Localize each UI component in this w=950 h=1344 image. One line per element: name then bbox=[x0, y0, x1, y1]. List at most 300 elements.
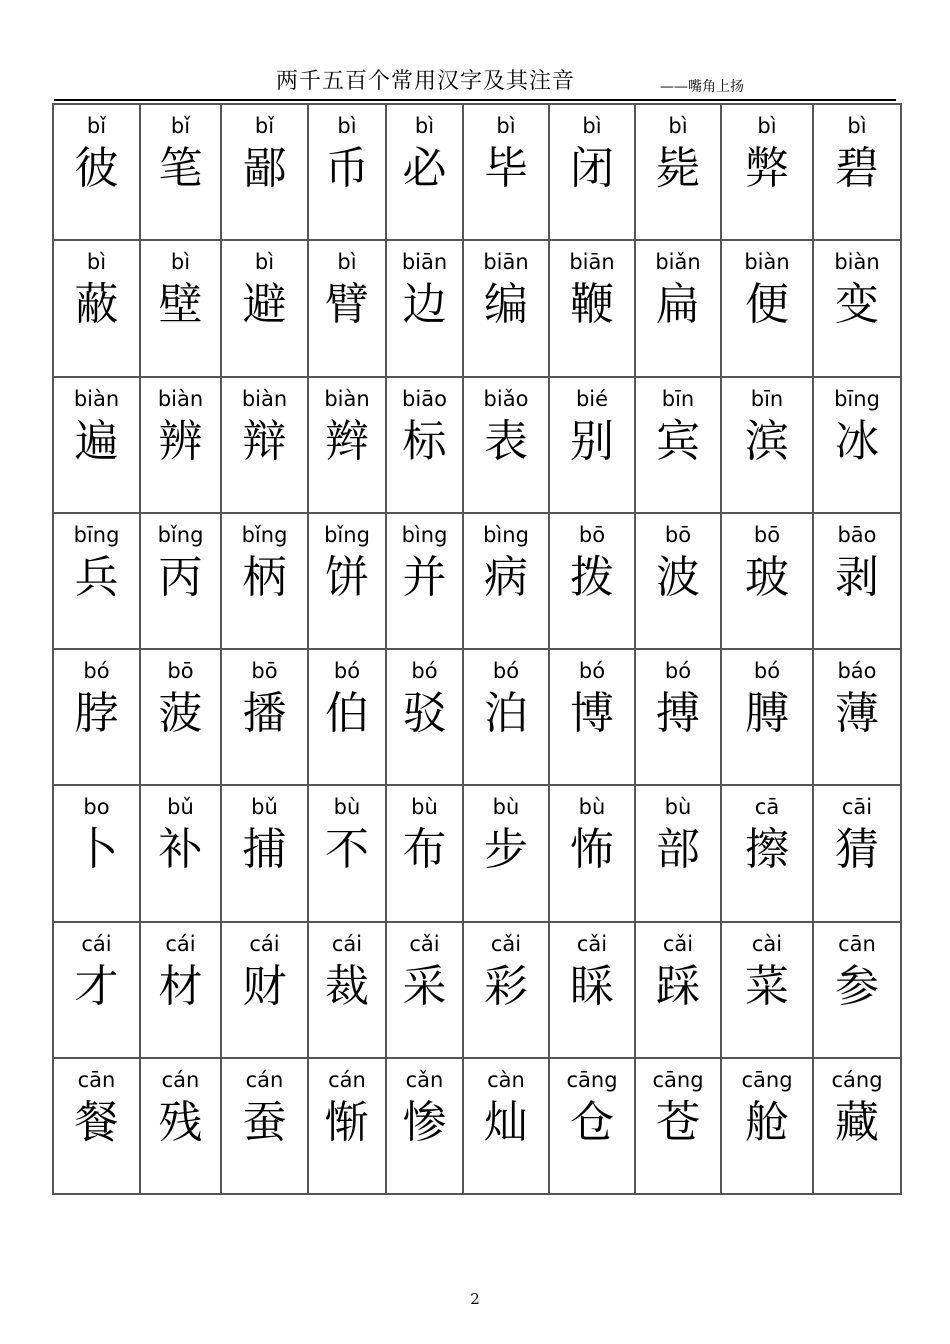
pinyin-label: bīng bbox=[73, 522, 120, 547]
hanzi-character: 驳 bbox=[402, 688, 447, 739]
hanzi-character: 餐 bbox=[74, 1096, 119, 1148]
hanzi-character: 布 bbox=[402, 824, 447, 876]
pinyin-label: báo bbox=[837, 659, 877, 683]
hanzi-character: 玻 bbox=[745, 551, 789, 603]
character-cell-content bbox=[222, 378, 307, 510]
hanzi-character: 彩 bbox=[484, 960, 528, 1012]
pinyin-label: cǎi bbox=[409, 931, 440, 956]
hanzi-character: 波 bbox=[656, 551, 700, 603]
pinyin-label: bīng bbox=[834, 386, 880, 411]
pinyin-label: bì bbox=[847, 114, 867, 138]
character-cell-content bbox=[54, 650, 139, 782]
character-cell-content bbox=[636, 514, 720, 646]
grid-row bbox=[53, 513, 901, 649]
hanzi-character: 裁 bbox=[325, 960, 369, 1012]
hanzi-character: 舱 bbox=[745, 1096, 789, 1148]
pinyin-label: bìng bbox=[401, 522, 448, 547]
character-cell bbox=[53, 104, 140, 240]
character-cell-content bbox=[636, 650, 720, 782]
pinyin-label: cāng bbox=[566, 1067, 618, 1092]
pinyin-label: bo bbox=[83, 795, 110, 820]
grid-row bbox=[53, 1058, 901, 1194]
character-cell bbox=[549, 240, 635, 376]
hanzi-character: 才 bbox=[74, 960, 119, 1012]
character-cell-content bbox=[54, 923, 139, 1055]
character-cell bbox=[53, 785, 140, 921]
character-cell bbox=[386, 104, 463, 240]
pinyin-label: biàn bbox=[241, 386, 288, 411]
hanzi-character: 表 bbox=[484, 415, 528, 467]
character-cell-content bbox=[387, 923, 462, 1055]
character-cell-content bbox=[141, 786, 220, 918]
character-cell-content bbox=[309, 650, 385, 782]
character-cell bbox=[386, 240, 463, 376]
hanzi-character: 藏 bbox=[835, 1096, 879, 1148]
character-cell bbox=[308, 649, 386, 785]
pinyin-label: bīn bbox=[750, 386, 784, 411]
pinyin-label: bù bbox=[492, 795, 520, 820]
character-cell-content bbox=[722, 105, 812, 237]
hanzi-character: 步 bbox=[484, 824, 528, 876]
header-rule bbox=[54, 99, 896, 101]
pinyin-label: bǐng bbox=[324, 522, 370, 547]
pinyin-label: bō bbox=[578, 522, 606, 547]
hanzi-character: 冰 bbox=[835, 415, 879, 467]
pinyin-label: cái bbox=[165, 931, 196, 956]
hanzi-character: 鞭 bbox=[570, 279, 614, 331]
hanzi-character: 遍 bbox=[74, 415, 119, 467]
character-cell bbox=[463, 649, 549, 785]
hanzi-character: 币 bbox=[325, 143, 369, 194]
character-cell bbox=[813, 649, 901, 785]
hanzi-character: 扁 bbox=[656, 279, 700, 331]
character-cell-content bbox=[54, 1059, 139, 1191]
character-cell bbox=[140, 649, 221, 785]
character-cell-content bbox=[550, 105, 634, 237]
character-cell-content bbox=[550, 241, 634, 373]
character-cell-content bbox=[464, 378, 548, 510]
character-cell bbox=[813, 240, 901, 376]
character-cell-content bbox=[141, 241, 220, 373]
pinyin-label: cān bbox=[77, 1067, 116, 1092]
hanzi-character: 播 bbox=[242, 688, 287, 739]
character-cell bbox=[386, 377, 463, 513]
hanzi-character: 残 bbox=[158, 1096, 203, 1148]
character-cell-content bbox=[814, 786, 900, 918]
pinyin-label: cái bbox=[331, 931, 363, 956]
character-cell-content bbox=[387, 378, 462, 510]
pinyin-label: bǔ bbox=[167, 795, 194, 820]
pinyin-label: bīn bbox=[661, 386, 695, 411]
character-cell bbox=[463, 922, 549, 1058]
pinyin-label: cā bbox=[754, 795, 780, 820]
character-cell-content bbox=[814, 241, 900, 373]
character-cell bbox=[140, 240, 221, 376]
character-cell-content bbox=[550, 786, 634, 918]
hanzi-character: 博 bbox=[570, 688, 614, 739]
character-cell bbox=[221, 104, 308, 240]
character-cell-content bbox=[722, 514, 812, 646]
character-cell-content bbox=[550, 923, 634, 1055]
character-cell-content bbox=[722, 378, 812, 510]
pinyin-label: bì bbox=[254, 250, 275, 275]
character-cell bbox=[221, 377, 308, 513]
pinyin-label: bō bbox=[664, 522, 692, 547]
hanzi-character: 避 bbox=[242, 279, 287, 331]
pinyin-label: bì bbox=[757, 114, 777, 138]
hanzi-character: 采 bbox=[402, 960, 447, 1012]
character-cell bbox=[721, 1058, 813, 1194]
character-cell-content bbox=[464, 514, 548, 646]
character-cell-content bbox=[309, 923, 385, 1055]
pinyin-label: bì bbox=[414, 114, 435, 138]
character-cell-content bbox=[141, 1059, 220, 1191]
character-cell-content bbox=[54, 105, 139, 237]
pinyin-label: bǐ bbox=[170, 114, 191, 138]
grid-row bbox=[53, 240, 901, 376]
character-cell bbox=[463, 785, 549, 921]
pinyin-label: cāng bbox=[741, 1067, 793, 1092]
pinyin-label: cán bbox=[161, 1067, 200, 1092]
hanzi-character: 卜 bbox=[74, 824, 119, 876]
pinyin-label: cǎi bbox=[576, 931, 608, 956]
character-cell-content bbox=[387, 786, 462, 918]
pinyin-label: bì bbox=[86, 250, 107, 275]
character-cell-content bbox=[636, 241, 720, 373]
character-cell bbox=[140, 104, 221, 240]
character-cell bbox=[140, 377, 221, 513]
character-cell bbox=[721, 785, 813, 921]
pinyin-label: bìng bbox=[483, 522, 529, 547]
character-cell-content bbox=[464, 1059, 548, 1191]
pinyin-label: biāo bbox=[402, 386, 447, 411]
pinyin-label: bó bbox=[492, 659, 520, 683]
character-cell-content bbox=[636, 105, 720, 237]
pinyin-label: bō bbox=[167, 659, 194, 683]
hanzi-character: 病 bbox=[484, 551, 528, 603]
character-cell bbox=[635, 649, 721, 785]
character-cell-content bbox=[141, 923, 220, 1055]
character-cell-content bbox=[550, 1059, 634, 1191]
hanzi-character: 鄙 bbox=[242, 143, 287, 194]
character-cell-content bbox=[222, 514, 307, 646]
character-cell bbox=[308, 1058, 386, 1194]
pinyin-label: biàn bbox=[157, 386, 204, 411]
character-cell-content bbox=[814, 514, 900, 646]
character-cell-content bbox=[722, 1059, 812, 1191]
hanzi-character: 辩 bbox=[242, 415, 287, 467]
character-cell-content bbox=[464, 105, 548, 237]
pinyin-label: cán bbox=[245, 1067, 284, 1092]
character-cell-content bbox=[309, 241, 385, 373]
hanzi-character: 补 bbox=[158, 824, 203, 876]
character-cell-content bbox=[814, 378, 900, 510]
hanzi-character: 边 bbox=[402, 279, 447, 331]
grid-row bbox=[53, 785, 901, 921]
character-cell bbox=[53, 240, 140, 376]
pinyin-label: cái bbox=[249, 931, 280, 956]
hanzi-character: 搏 bbox=[656, 688, 700, 739]
pinyin-label: cái bbox=[81, 931, 112, 956]
character-cell bbox=[140, 785, 221, 921]
pinyin-label: biǎn bbox=[655, 250, 701, 275]
hanzi-character: 惨 bbox=[402, 1096, 447, 1148]
hanzi-character: 蚕 bbox=[242, 1096, 287, 1148]
character-cell-content bbox=[722, 650, 812, 782]
hanzi-character: 菠 bbox=[158, 688, 203, 739]
grid-row bbox=[53, 104, 901, 240]
character-cell bbox=[549, 104, 635, 240]
character-cell bbox=[721, 104, 813, 240]
character-cell bbox=[635, 240, 721, 376]
page-title: 两千五百个常用汉字及其注音 bbox=[276, 69, 576, 94]
hanzi-character: 部 bbox=[656, 824, 700, 876]
pinyin-label: cán bbox=[328, 1067, 366, 1092]
pinyin-label: bó bbox=[753, 659, 781, 683]
character-cell bbox=[549, 513, 635, 649]
pinyin-label: bì bbox=[170, 250, 191, 275]
hanzi-character: 彼 bbox=[74, 143, 119, 194]
character-cell bbox=[221, 785, 308, 921]
pinyin-label: biàn bbox=[744, 250, 790, 275]
hanzi-character: 闭 bbox=[570, 143, 614, 194]
hanzi-character: 灿 bbox=[484, 1096, 528, 1148]
hanzi-character: 擦 bbox=[745, 824, 789, 876]
character-cell-content bbox=[550, 514, 634, 646]
character-cell bbox=[53, 513, 140, 649]
pinyin-label: cān bbox=[838, 931, 876, 956]
character-cell bbox=[463, 104, 549, 240]
hanzi-character: 睬 bbox=[570, 960, 614, 1012]
pinyin-label: bó bbox=[411, 659, 438, 683]
character-cell bbox=[308, 785, 386, 921]
pinyin-label: cāng bbox=[652, 1067, 704, 1092]
character-cell-content bbox=[54, 241, 139, 373]
pinyin-label: bǐng bbox=[157, 522, 204, 547]
pinyin-label: biān bbox=[569, 250, 615, 275]
character-cell bbox=[140, 513, 221, 649]
character-cell-content bbox=[222, 241, 307, 373]
character-cell bbox=[635, 377, 721, 513]
character-cell bbox=[463, 240, 549, 376]
character-cell-content bbox=[814, 923, 900, 1055]
character-cell bbox=[635, 785, 721, 921]
hanzi-character: 仓 bbox=[570, 1096, 614, 1148]
character-cell bbox=[813, 104, 901, 240]
pinyin-label: cāi bbox=[841, 795, 873, 820]
character-cell bbox=[813, 922, 901, 1058]
hanzi-character: 踩 bbox=[656, 960, 700, 1012]
character-cell-content bbox=[464, 923, 548, 1055]
character-cell bbox=[53, 377, 140, 513]
pinyin-label: bó bbox=[578, 659, 606, 683]
hanzi-character: 辫 bbox=[325, 415, 369, 467]
character-cell bbox=[721, 377, 813, 513]
hanzi-character: 必 bbox=[402, 143, 447, 194]
page-subtitle: ——嘴角上扬 bbox=[660, 79, 744, 95]
pinyin-label: bǐng bbox=[241, 522, 288, 547]
hanzi-character: 泊 bbox=[484, 688, 528, 739]
grid-row bbox=[53, 377, 901, 513]
character-cell bbox=[53, 1058, 140, 1194]
pinyin-label: bì bbox=[337, 114, 357, 138]
hanzi-character: 辨 bbox=[158, 415, 203, 467]
character-cell bbox=[308, 104, 386, 240]
pinyin-label: cài bbox=[751, 931, 783, 956]
character-cell bbox=[463, 1058, 549, 1194]
pinyin-label: biàn bbox=[324, 386, 370, 411]
hanzi-character: 财 bbox=[242, 960, 287, 1012]
character-grid bbox=[52, 103, 902, 1195]
grid-row bbox=[53, 649, 901, 785]
character-cell-content bbox=[722, 923, 812, 1055]
character-cell bbox=[635, 513, 721, 649]
hanzi-character: 菜 bbox=[745, 960, 789, 1012]
pinyin-label: bō bbox=[251, 659, 278, 683]
character-cell bbox=[53, 649, 140, 785]
character-cell bbox=[308, 377, 386, 513]
character-cell-content bbox=[387, 514, 462, 646]
character-cell-content bbox=[309, 105, 385, 237]
hanzi-character: 编 bbox=[484, 279, 528, 331]
character-cell bbox=[635, 1058, 721, 1194]
character-cell bbox=[463, 377, 549, 513]
character-cell-content bbox=[309, 786, 385, 918]
character-cell-content bbox=[550, 378, 634, 510]
hanzi-character: 脖 bbox=[74, 688, 119, 739]
character-cell bbox=[221, 649, 308, 785]
character-cell bbox=[549, 1058, 635, 1194]
character-cell-content bbox=[636, 1059, 720, 1191]
character-cell bbox=[721, 513, 813, 649]
pinyin-label: cáng bbox=[831, 1067, 883, 1092]
pinyin-label: biǎo bbox=[483, 386, 529, 411]
character-cell-content bbox=[222, 1059, 307, 1191]
character-cell-content bbox=[222, 786, 307, 918]
character-cell bbox=[221, 240, 308, 376]
pinyin-label: bù bbox=[333, 795, 361, 820]
pinyin-label: bó bbox=[333, 659, 361, 683]
hanzi-character: 标 bbox=[402, 415, 447, 467]
character-cell bbox=[53, 922, 140, 1058]
character-cell bbox=[549, 922, 635, 1058]
hanzi-character: 并 bbox=[402, 551, 447, 603]
hanzi-character: 柄 bbox=[242, 551, 287, 603]
character-cell-content bbox=[54, 378, 139, 510]
character-cell bbox=[549, 649, 635, 785]
hanzi-character: 拨 bbox=[570, 551, 614, 603]
character-cell-content bbox=[387, 241, 462, 373]
character-cell-content bbox=[636, 786, 720, 918]
character-cell-content bbox=[387, 1059, 462, 1191]
hanzi-character: 毙 bbox=[656, 143, 700, 194]
character-cell bbox=[813, 513, 901, 649]
character-cell-content bbox=[814, 650, 900, 782]
character-cell bbox=[386, 649, 463, 785]
hanzi-character: 薄 bbox=[835, 688, 879, 739]
character-cell-content bbox=[464, 786, 548, 918]
character-cell-content bbox=[309, 514, 385, 646]
character-cell-content bbox=[222, 650, 307, 782]
pinyin-label: cǎi bbox=[490, 931, 522, 956]
pinyin-label: bì bbox=[582, 114, 602, 138]
character-cell-content bbox=[141, 378, 220, 510]
character-cell-content bbox=[550, 650, 634, 782]
pinyin-label: cǎn bbox=[405, 1067, 444, 1092]
character-cell bbox=[386, 922, 463, 1058]
character-cell-content bbox=[141, 105, 220, 237]
character-cell-content bbox=[722, 786, 812, 918]
character-cell bbox=[386, 513, 463, 649]
pinyin-label: bǐ bbox=[86, 114, 107, 138]
pinyin-label: bǐ bbox=[254, 114, 275, 138]
hanzi-character: 怖 bbox=[570, 824, 614, 876]
character-cell-content bbox=[814, 1059, 900, 1191]
character-cell-content bbox=[464, 650, 548, 782]
pinyin-label: biān bbox=[483, 250, 529, 275]
character-cell-content bbox=[464, 241, 548, 373]
hanzi-character: 参 bbox=[835, 960, 879, 1012]
character-cell-content bbox=[814, 105, 900, 237]
character-cell bbox=[813, 1058, 901, 1194]
pinyin-label: bó bbox=[664, 659, 692, 683]
character-cell-content bbox=[387, 650, 462, 782]
character-cell-content bbox=[387, 105, 462, 237]
hanzi-character: 蔽 bbox=[74, 279, 119, 331]
hanzi-character: 碧 bbox=[835, 143, 879, 194]
hanzi-character: 别 bbox=[570, 415, 614, 467]
hanzi-character: 臂 bbox=[325, 279, 369, 331]
character-cell-content bbox=[54, 514, 139, 646]
hanzi-character: 惭 bbox=[325, 1096, 369, 1148]
character-cell bbox=[721, 649, 813, 785]
character-cell-content bbox=[141, 514, 220, 646]
character-cell bbox=[221, 513, 308, 649]
pinyin-label: bǔ bbox=[251, 795, 278, 820]
hanzi-character: 苍 bbox=[656, 1096, 700, 1148]
pinyin-label: biàn bbox=[73, 386, 120, 411]
pinyin-label: càn bbox=[487, 1067, 525, 1092]
character-cell bbox=[308, 240, 386, 376]
pinyin-label: biān bbox=[401, 250, 448, 275]
pinyin-label: biàn bbox=[834, 250, 880, 275]
hanzi-character: 猜 bbox=[835, 824, 879, 876]
character-cell bbox=[386, 785, 463, 921]
character-cell-content bbox=[636, 378, 720, 510]
pinyin-label: bì bbox=[496, 114, 516, 138]
pinyin-label: bì bbox=[337, 250, 357, 275]
character-cell-content bbox=[222, 105, 307, 237]
pinyin-label: bù bbox=[664, 795, 692, 820]
character-cell bbox=[635, 104, 721, 240]
page-number: 2 bbox=[470, 1290, 480, 1308]
character-cell bbox=[221, 922, 308, 1058]
hanzi-character: 膊 bbox=[745, 688, 789, 739]
character-cell-content bbox=[309, 1059, 385, 1191]
hanzi-character: 笔 bbox=[158, 143, 203, 194]
pinyin-label: bù bbox=[578, 795, 606, 820]
character-cell bbox=[308, 922, 386, 1058]
character-cell bbox=[386, 1058, 463, 1194]
hanzi-character: 伯 bbox=[325, 688, 369, 739]
character-cell bbox=[221, 1058, 308, 1194]
pinyin-label: bó bbox=[83, 659, 110, 683]
character-cell bbox=[308, 513, 386, 649]
character-cell bbox=[813, 785, 901, 921]
hanzi-character: 不 bbox=[325, 824, 369, 876]
character-cell bbox=[140, 1058, 221, 1194]
character-cell bbox=[635, 922, 721, 1058]
